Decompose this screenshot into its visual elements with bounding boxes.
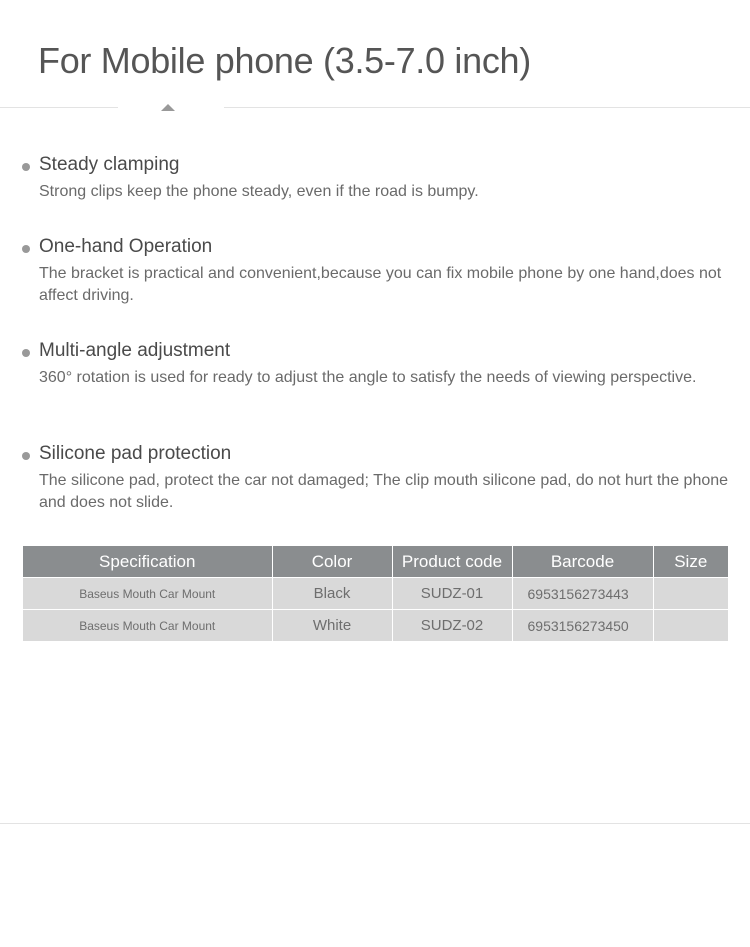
cell-specification: Baseus Mouth Car Mount xyxy=(23,610,272,642)
table-row xyxy=(23,610,728,642)
bullet-icon xyxy=(22,245,30,253)
feature-description: 360° rotation is used for ready to adjust the angle to satisfy the needs of viewing perspective. xyxy=(39,369,697,386)
title-divider-right xyxy=(224,107,750,108)
feature-description: Strong clips keep the phone steady, even if the road is bumpy. xyxy=(39,183,479,200)
title-divider-left xyxy=(0,107,118,108)
spec-table xyxy=(23,546,728,641)
pointer-up-icon xyxy=(161,104,175,111)
column-header-specification: Specification xyxy=(23,546,272,578)
bullet-icon xyxy=(22,349,30,357)
table-row xyxy=(23,578,728,610)
feature-heading: One-hand Operation xyxy=(39,236,213,257)
bullet-icon xyxy=(22,452,30,460)
cell-product-code: SUDZ-01 xyxy=(392,578,512,610)
feature-heading: Multi-angle adjustment xyxy=(39,340,231,361)
bottom-divider xyxy=(0,823,750,824)
cell-barcode: 6953156273443 xyxy=(512,578,653,610)
feature-description: The silicone pad, protect the car not damaged; The clip mouth silicone pad, do not hurt the phone and does not slide. xyxy=(39,472,729,511)
cell-size xyxy=(653,578,728,610)
page-title: For Mobile phone (3.5-7.0 inch) xyxy=(38,40,531,81)
bullet-icon xyxy=(22,163,30,171)
feature-heading: Steady clamping xyxy=(39,154,180,175)
table-header-row xyxy=(23,546,728,578)
feature-heading: Silicone pad protection xyxy=(39,443,232,464)
column-header-product-code: Product code xyxy=(392,546,512,578)
cell-specification: Baseus Mouth Car Mount xyxy=(23,578,272,610)
cell-color: White xyxy=(272,610,392,642)
cell-product-code: SUDZ-02 xyxy=(392,610,512,642)
column-header-color: Color xyxy=(272,546,392,578)
cell-color: Black xyxy=(272,578,392,610)
cell-barcode: 6953156273450 xyxy=(512,610,653,642)
column-header-size: Size xyxy=(653,546,728,578)
cell-size xyxy=(653,610,728,642)
feature-description: The bracket is practical and convenient,because you can fix mobile phone by one hand,does not affect driving. xyxy=(39,265,722,304)
column-header-barcode: Barcode xyxy=(512,546,653,578)
